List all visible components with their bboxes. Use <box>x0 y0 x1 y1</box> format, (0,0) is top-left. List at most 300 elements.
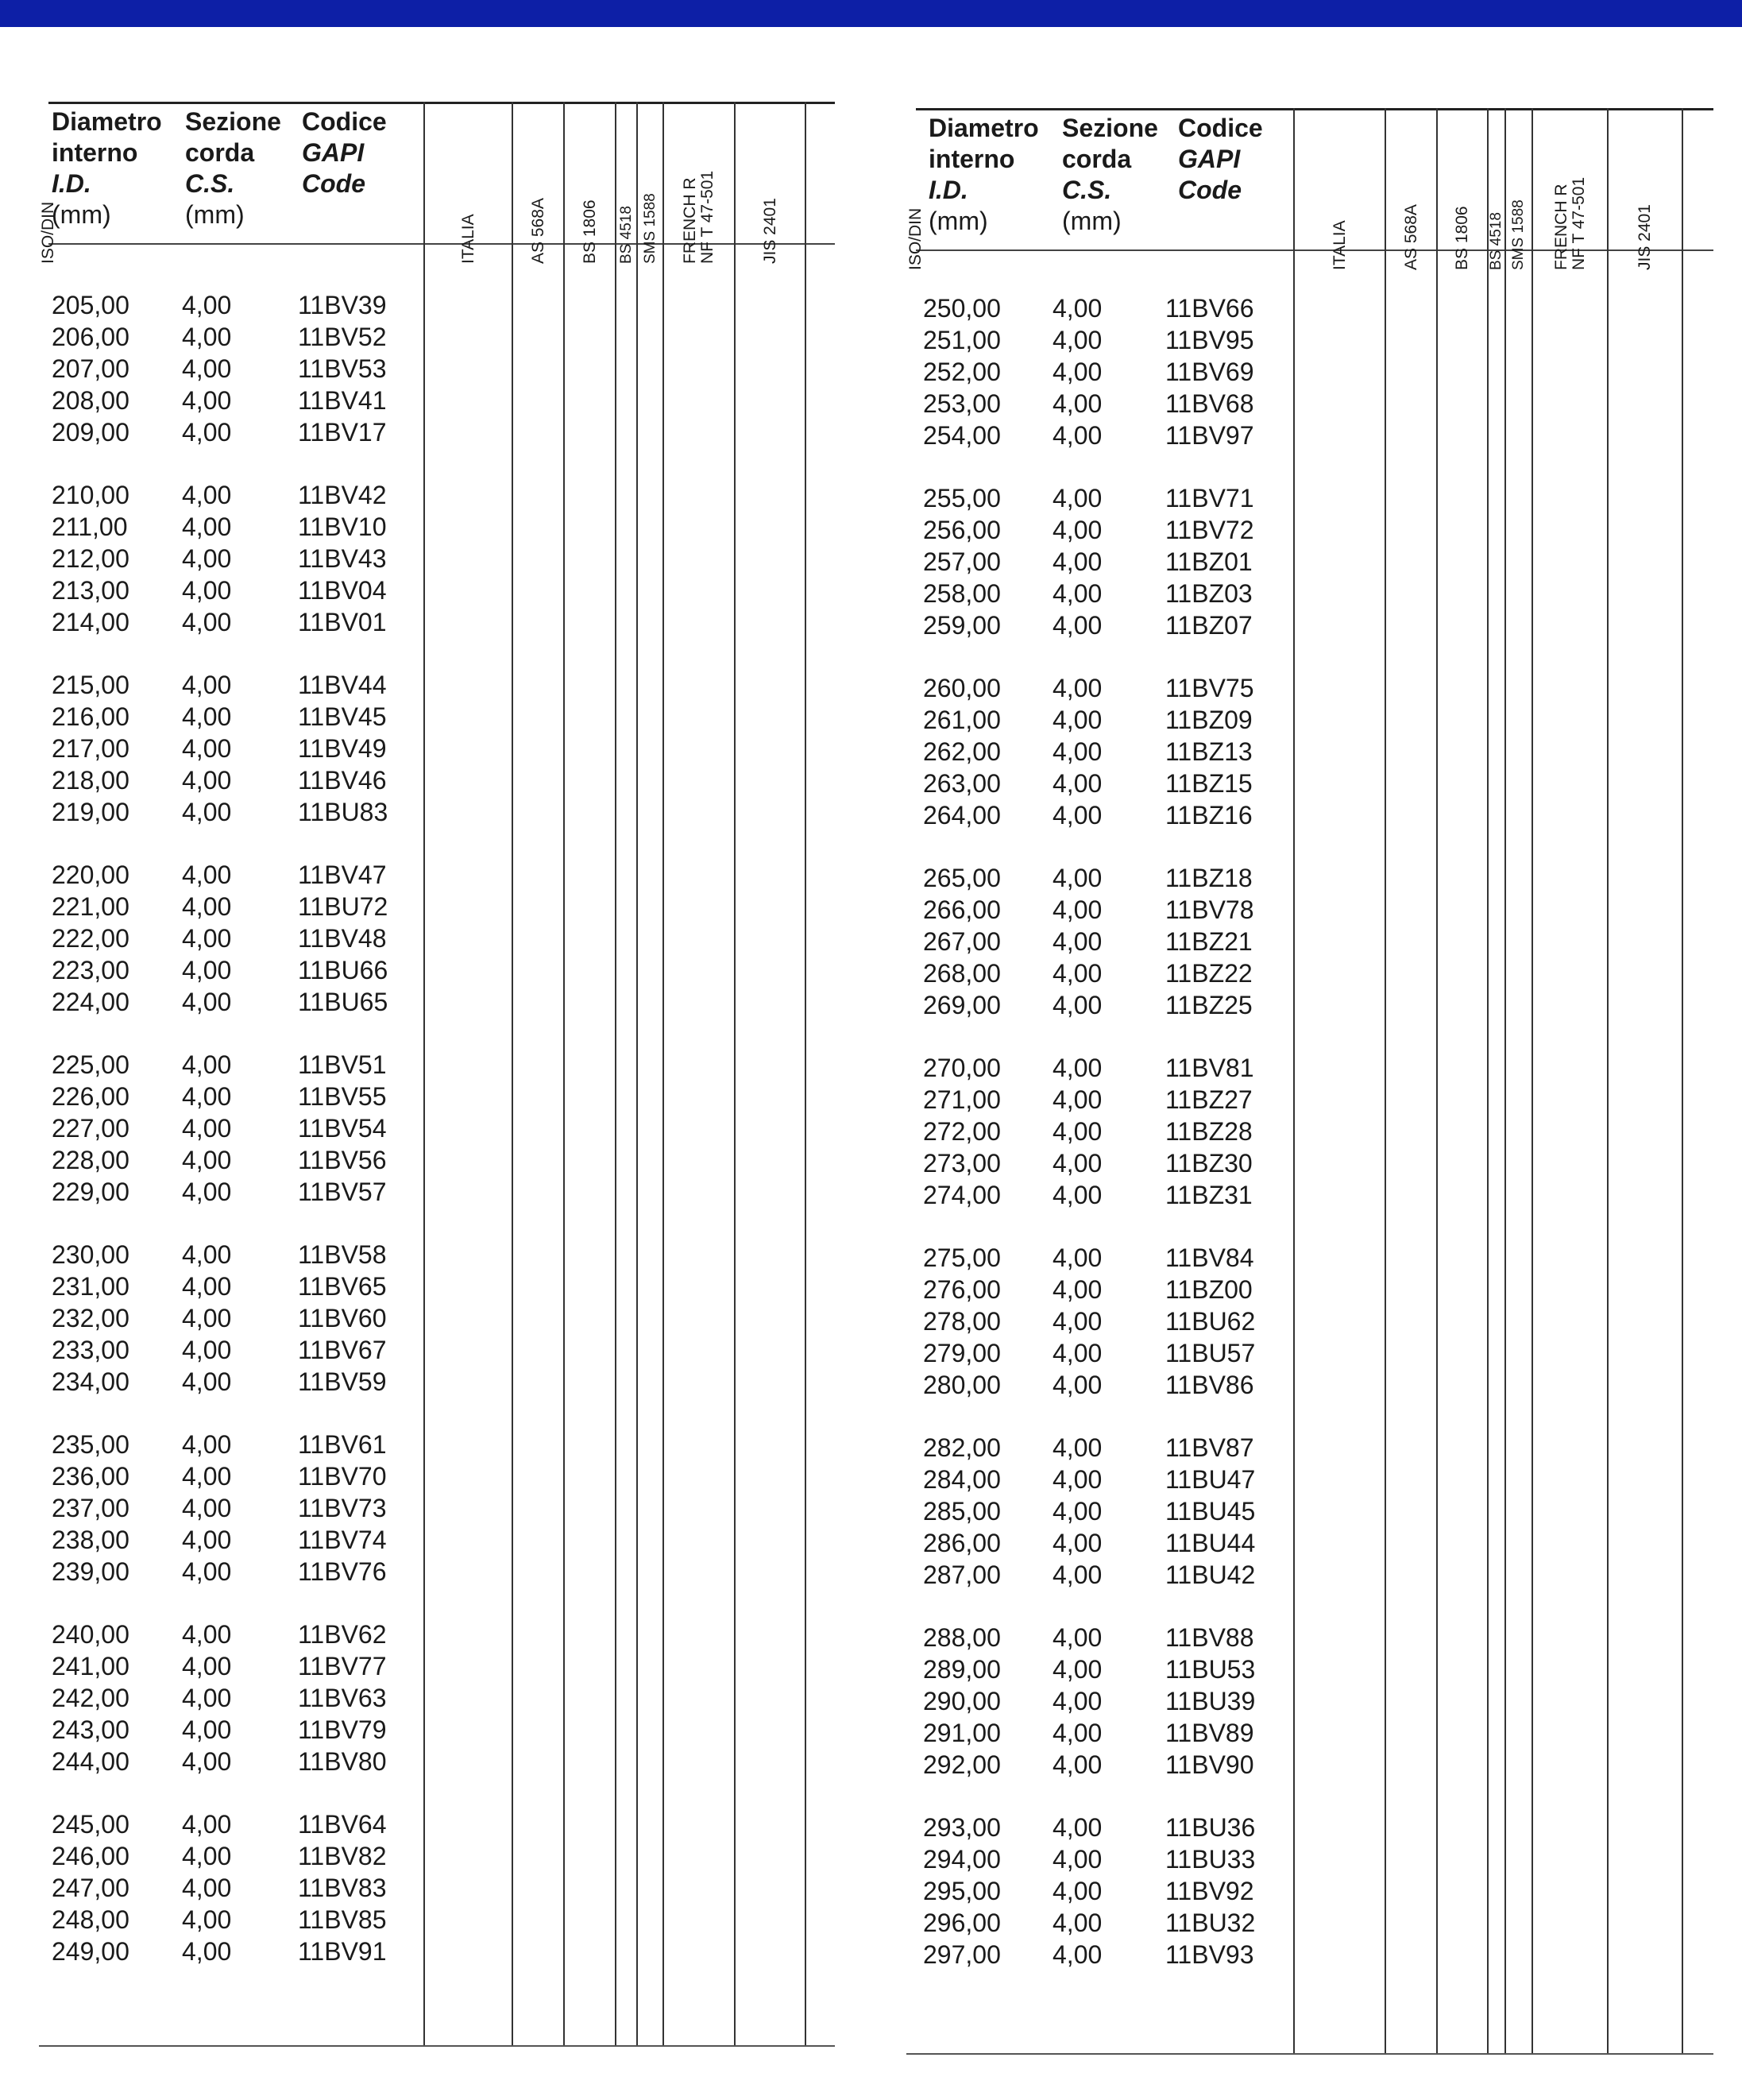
gapi-code: 11BV64 <box>298 1810 387 1839</box>
id-value: 291,00 <box>923 1719 1001 1747</box>
header-standard-text: JIS 2401 <box>760 198 779 264</box>
cs-value: 4,00 <box>1053 611 1103 640</box>
header-codice-line: Code <box>1178 176 1242 204</box>
column-rule <box>1385 108 1386 2053</box>
id-value: 266,00 <box>923 895 1001 924</box>
id-value: 247,00 <box>52 1874 129 1902</box>
id-value: 232,00 <box>52 1304 129 1332</box>
cs-value: 4,00 <box>182 1557 232 1586</box>
id-value: 210,00 <box>52 481 129 509</box>
cs-value: 4,00 <box>1053 516 1103 544</box>
gapi-code: 11BV56 <box>298 1146 387 1174</box>
gapi-code: 11BV90 <box>1165 1750 1254 1779</box>
gapi-code: 11BV45 <box>298 702 387 731</box>
id-value: 292,00 <box>923 1750 1001 1779</box>
cs-value: 4,00 <box>1053 579 1103 608</box>
column-rule <box>423 102 425 2045</box>
id-value: 236,00 <box>52 1462 129 1491</box>
cs-value: 4,00 <box>1053 959 1103 988</box>
gapi-code: 11BU65 <box>298 988 388 1016</box>
gapi-code: 11BU39 <box>1165 1687 1256 1715</box>
gapi-code: 11BV77 <box>298 1652 387 1680</box>
id-value: 218,00 <box>52 766 129 795</box>
header-standard-label <box>573 153 608 264</box>
id-value: 276,00 <box>923 1275 1001 1304</box>
gapi-code: 11BZ01 <box>1165 547 1253 576</box>
cs-value: 4,00 <box>1053 737 1103 766</box>
cs-value: 4,00 <box>1053 1940 1103 1969</box>
cs-value: 4,00 <box>1053 1877 1103 1905</box>
cs-value: 4,00 <box>182 671 232 699</box>
id-value: 274,00 <box>923 1181 1001 1209</box>
table-right <box>906 108 1713 2055</box>
cs-value: 4,00 <box>182 1715 232 1744</box>
id-value: 294,00 <box>923 1845 1001 1874</box>
gapi-code: 11BV57 <box>298 1178 387 1206</box>
id-value: 256,00 <box>923 516 1001 544</box>
header-diametro-line: interno <box>929 145 1015 173</box>
id-value: 248,00 <box>52 1905 129 1934</box>
header-standard-text: AS 568A <box>1401 204 1420 270</box>
cs-value: 4,00 <box>182 1272 232 1301</box>
id-value: 278,00 <box>923 1307 1001 1336</box>
id-value: 235,00 <box>52 1430 129 1459</box>
cs-value: 4,00 <box>182 386 232 415</box>
gapi-code: 11BV49 <box>298 734 387 763</box>
gapi-code: 11BZ22 <box>1165 959 1253 988</box>
header-codice-line: GAPI <box>1178 145 1241 173</box>
cs-value: 4,00 <box>1053 1085 1103 1114</box>
cs-value: 4,00 <box>1053 1054 1103 1082</box>
gapi-code: 11BZ00 <box>1165 1275 1253 1304</box>
id-value: 251,00 <box>923 326 1001 354</box>
id-value: 244,00 <box>52 1747 129 1776</box>
cs-value: 4,00 <box>182 608 232 636</box>
header-sezione-line: C.S. <box>1062 176 1112 204</box>
table-left <box>39 102 835 2047</box>
header-sezione-line: corda <box>1062 145 1132 173</box>
header-bottom-rule <box>48 243 835 245</box>
header-standard-text: BS 4518 <box>617 206 635 264</box>
gapi-code: 11BZ15 <box>1165 769 1253 798</box>
header-codice-line: Code <box>302 169 365 198</box>
id-value: 239,00 <box>52 1557 129 1586</box>
cs-value: 4,00 <box>1053 1465 1103 1494</box>
id-value: 223,00 <box>52 956 129 984</box>
cs-value: 4,00 <box>1053 547 1103 576</box>
gapi-code: 11BV86 <box>1165 1371 1254 1399</box>
id-value: 264,00 <box>923 801 1001 830</box>
id-value: 213,00 <box>52 576 129 605</box>
header-diametro <box>929 113 1039 237</box>
id-value: 234,00 <box>52 1367 129 1396</box>
cs-value: 4,00 <box>1053 1117 1103 1146</box>
gapi-code: 11BV78 <box>1165 895 1254 924</box>
id-value: 286,00 <box>923 1529 1001 1557</box>
gapi-code: 11BV73 <box>298 1494 387 1522</box>
gapi-code: 11BV04 <box>298 576 387 605</box>
id-value: 220,00 <box>52 860 129 889</box>
column-rule <box>1531 108 1533 2053</box>
id-value: 296,00 <box>923 1909 1001 1937</box>
cs-value: 4,00 <box>182 798 232 826</box>
id-value: 216,00 <box>52 702 129 731</box>
gapi-code: 11BV59 <box>298 1367 387 1396</box>
gapi-code: 11BU66 <box>298 956 388 984</box>
cs-value: 4,00 <box>1053 1307 1103 1336</box>
cs-value: 4,00 <box>182 1684 232 1712</box>
gapi-code: 11BV93 <box>1165 1940 1254 1969</box>
id-value: 217,00 <box>52 734 129 763</box>
header-sezione-line: Sezione <box>185 107 281 136</box>
cs-value: 4,00 <box>1053 1529 1103 1557</box>
cs-value: 4,00 <box>1053 484 1103 512</box>
header-standard-label <box>633 153 668 264</box>
header-codice <box>302 106 387 199</box>
column-rule <box>1293 108 1295 2053</box>
cs-value: 4,00 <box>1053 895 1103 924</box>
header-standard-text: NF T 47-501 <box>1569 176 1588 270</box>
gapi-code: 11BV75 <box>1165 674 1254 702</box>
gapi-code: 11BV39 <box>298 291 387 319</box>
gapi-code: 11BV87 <box>1165 1433 1254 1462</box>
id-value: 275,00 <box>923 1243 1001 1272</box>
id-value: 258,00 <box>923 579 1001 608</box>
id-value: 259,00 <box>923 611 1001 640</box>
header-standard-text: ITALIA <box>458 214 477 264</box>
column-rule <box>636 102 638 2045</box>
cs-value: 4,00 <box>182 1747 232 1776</box>
gapi-code: 11BV65 <box>298 1272 387 1301</box>
id-value: 205,00 <box>52 291 129 319</box>
cs-value: 4,00 <box>182 892 232 921</box>
id-value: 231,00 <box>52 1272 129 1301</box>
header-sezione <box>1062 113 1158 237</box>
id-value: 285,00 <box>923 1497 1001 1526</box>
header-codice <box>1178 113 1263 206</box>
cs-value: 4,00 <box>1053 1275 1103 1304</box>
column-rule <box>805 102 806 2045</box>
header-standard-label <box>1553 159 1588 270</box>
header-sezione-line: Sezione <box>1062 114 1158 142</box>
header-diametro-line: (mm) <box>929 207 988 235</box>
header-standard-label <box>1628 159 1663 270</box>
cs-value: 4,00 <box>182 988 232 1016</box>
table-bottom-rule <box>906 2053 1713 2055</box>
id-value: 241,00 <box>52 1652 129 1680</box>
id-value: 255,00 <box>923 484 1001 512</box>
cs-value: 4,00 <box>182 512 232 541</box>
cs-value: 4,00 <box>182 418 232 447</box>
gapi-code: 11BZ16 <box>1165 801 1253 830</box>
gapi-code: 11BZ21 <box>1165 927 1253 956</box>
header-diametro-line: interno <box>52 138 138 167</box>
gapi-code: 11BU53 <box>1165 1655 1256 1684</box>
id-value: 295,00 <box>923 1877 1001 1905</box>
gapi-code: 11BV46 <box>298 766 387 795</box>
header-top-rule <box>48 102 835 104</box>
id-value: 238,00 <box>52 1526 129 1554</box>
gapi-code: 11BV61 <box>298 1430 387 1459</box>
id-value: 214,00 <box>52 608 129 636</box>
header-diametro-line: (mm) <box>52 200 111 229</box>
column-rule <box>1504 108 1506 2053</box>
gapi-code: 11BV44 <box>298 671 387 699</box>
top-color-band <box>0 0 1742 27</box>
gapi-code: 11BV79 <box>298 1715 387 1744</box>
header-standard-label <box>521 153 556 264</box>
column-rule <box>512 102 513 2045</box>
cs-value: 4,00 <box>182 1842 232 1870</box>
header-standard-text: BS 1806 <box>1453 206 1471 270</box>
cs-value: 4,00 <box>1053 358 1103 386</box>
id-value: 267,00 <box>923 927 1001 956</box>
gapi-code: 11BU45 <box>1165 1497 1256 1526</box>
cs-value: 4,00 <box>182 1082 232 1111</box>
id-value: 245,00 <box>52 1810 129 1839</box>
cs-value: 4,00 <box>182 924 232 953</box>
id-value: 287,00 <box>923 1560 1001 1589</box>
cs-value: 4,00 <box>182 1905 232 1934</box>
header-sezione-line: C.S. <box>185 169 235 198</box>
cs-value: 4,00 <box>182 1810 232 1839</box>
id-value: 243,00 <box>52 1715 129 1744</box>
header-sezione-line: (mm) <box>1062 207 1122 235</box>
header-diametro-line: I.D. <box>929 176 968 204</box>
id-value: 271,00 <box>923 1085 1001 1114</box>
id-value: 270,00 <box>923 1054 1001 1082</box>
id-value: 261,00 <box>923 706 1001 734</box>
header-standard-label <box>1445 159 1480 270</box>
gapi-code: 11BV80 <box>298 1747 387 1776</box>
gapi-code: 11BZ25 <box>1165 991 1253 1019</box>
cs-value: 4,00 <box>182 354 232 383</box>
cs-value: 4,00 <box>1053 1750 1103 1779</box>
gapi-code: 11BV67 <box>298 1336 387 1364</box>
id-value: 254,00 <box>923 421 1001 450</box>
gapi-code: 11BV71 <box>1165 484 1254 512</box>
gapi-code: 11BV51 <box>298 1050 387 1079</box>
gapi-code: 11BV55 <box>298 1082 387 1111</box>
id-value: 272,00 <box>923 1117 1001 1146</box>
cs-value: 4,00 <box>182 1652 232 1680</box>
gapi-code: 11BV92 <box>1165 1877 1254 1905</box>
cs-value: 4,00 <box>1053 1623 1103 1652</box>
column-rule <box>563 102 565 2045</box>
id-value: 262,00 <box>923 737 1001 766</box>
column-rule <box>1487 108 1489 2053</box>
gapi-code: 11BZ28 <box>1165 1117 1253 1146</box>
cs-value: 4,00 <box>182 1114 232 1143</box>
gapi-code: 11BV97 <box>1165 421 1254 450</box>
cs-value: 4,00 <box>182 1494 232 1522</box>
id-value: 226,00 <box>52 1082 129 1111</box>
id-value: 263,00 <box>923 769 1001 798</box>
gapi-code: 11BV91 <box>298 1937 387 1966</box>
column-rule <box>1682 108 1683 2053</box>
gapi-code: 11BV42 <box>298 481 387 509</box>
cs-value: 4,00 <box>1053 1243 1103 1272</box>
gapi-code: 11BU72 <box>298 892 388 921</box>
header-standard-text: SMS 1588 <box>1510 199 1527 270</box>
id-value: 212,00 <box>52 544 129 573</box>
gapi-code: 11BV43 <box>298 544 387 573</box>
column-rule <box>662 102 664 2045</box>
id-value: 249,00 <box>52 1937 129 1966</box>
cs-value: 4,00 <box>182 481 232 509</box>
gapi-code: 11BV68 <box>1165 389 1254 418</box>
cs-value: 4,00 <box>182 1240 232 1269</box>
header-standard-text: ITALIA <box>1330 220 1349 270</box>
gapi-code: 11BU33 <box>1165 1845 1256 1874</box>
cs-value: 4,00 <box>1053 1181 1103 1209</box>
id-value: 260,00 <box>923 674 1001 702</box>
gapi-code: 11BV72 <box>1165 516 1254 544</box>
id-value: 297,00 <box>923 1940 1001 1969</box>
gapi-code: 11BV48 <box>298 924 387 953</box>
id-value: 284,00 <box>923 1465 1001 1494</box>
cs-value: 4,00 <box>1053 1149 1103 1178</box>
cs-value: 4,00 <box>182 860 232 889</box>
cs-value: 4,00 <box>1053 1813 1103 1842</box>
cs-value: 4,00 <box>1053 991 1103 1019</box>
cs-value: 4,00 <box>182 1304 232 1332</box>
id-value: 293,00 <box>923 1813 1001 1842</box>
gapi-code: 11BV74 <box>298 1526 387 1554</box>
header-standard-label <box>898 159 933 270</box>
id-value: 229,00 <box>52 1178 129 1206</box>
gapi-code: 11BV81 <box>1165 1054 1254 1082</box>
id-value: 279,00 <box>923 1339 1001 1367</box>
cs-value: 4,00 <box>1053 674 1103 702</box>
id-value: 227,00 <box>52 1114 129 1143</box>
header-standard-text: BS 4518 <box>1488 212 1504 270</box>
gapi-code: 11BU32 <box>1165 1909 1256 1937</box>
gapi-code: 11BZ07 <box>1165 611 1253 640</box>
id-value: 257,00 <box>923 547 1001 576</box>
header-standard-label <box>753 153 788 264</box>
header-standard-text: AS 568A <box>528 198 547 264</box>
header-standard-label <box>1394 159 1429 270</box>
id-value: 246,00 <box>52 1842 129 1870</box>
id-value: 269,00 <box>923 991 1001 1019</box>
id-value: 206,00 <box>52 323 129 351</box>
gapi-code: 11BV47 <box>298 860 387 889</box>
cs-value: 4,00 <box>1053 326 1103 354</box>
cs-value: 4,00 <box>1053 1687 1103 1715</box>
gapi-code: 11BV41 <box>298 386 387 415</box>
header-standard-text: NF T 47-501 <box>698 170 716 264</box>
gapi-code: 11BV82 <box>298 1842 387 1870</box>
column-rule <box>734 102 736 2045</box>
gapi-code: 11BV54 <box>298 1114 387 1143</box>
cs-value: 4,00 <box>1053 1655 1103 1684</box>
gapi-code: 11BV10 <box>298 512 387 541</box>
id-value: 230,00 <box>52 1240 129 1269</box>
cs-value: 4,00 <box>182 544 232 573</box>
id-value: 209,00 <box>52 418 129 447</box>
cs-value: 4,00 <box>182 1620 232 1649</box>
gapi-code: 11BV58 <box>298 1240 387 1269</box>
gapi-code: 11BV84 <box>1165 1243 1254 1272</box>
cs-value: 4,00 <box>1053 801 1103 830</box>
header-standard-text: SMS 1588 <box>641 193 659 264</box>
cs-value: 4,00 <box>182 1937 232 1966</box>
id-value: 211,00 <box>52 512 128 541</box>
gapi-code: 11BV60 <box>298 1304 387 1332</box>
gapi-code: 11BV85 <box>298 1905 387 1934</box>
gapi-code: 11BV95 <box>1165 326 1254 354</box>
gapi-code: 11BV83 <box>298 1874 387 1902</box>
gapi-code: 11BU42 <box>1165 1560 1256 1589</box>
header-standard-text: ISO/DIN <box>39 201 57 264</box>
cs-value: 4,00 <box>182 1874 232 1902</box>
gapi-code: 11BV88 <box>1165 1623 1254 1652</box>
cs-value: 4,00 <box>1053 421 1103 450</box>
gapi-code: 11BV01 <box>298 608 387 636</box>
id-value: 208,00 <box>52 386 129 415</box>
id-value: 280,00 <box>923 1371 1001 1399</box>
cs-value: 4,00 <box>182 1430 232 1459</box>
id-value: 240,00 <box>52 1620 129 1649</box>
header-standard-text: ISO/DIN <box>906 207 925 270</box>
header-standard-label <box>451 153 486 264</box>
gapi-code: 11BU83 <box>298 798 388 826</box>
cs-value: 4,00 <box>1053 389 1103 418</box>
header-codice-line: GAPI <box>302 138 365 167</box>
cs-value: 4,00 <box>182 1367 232 1396</box>
id-value: 207,00 <box>52 354 129 383</box>
cs-value: 4,00 <box>1053 1339 1103 1367</box>
header-sezione-line: corda <box>185 138 255 167</box>
cs-value: 4,00 <box>1053 1845 1103 1874</box>
cs-value: 4,00 <box>1053 769 1103 798</box>
column-rule <box>1436 108 1438 2053</box>
gapi-code: 11BU47 <box>1165 1465 1256 1494</box>
cs-value: 4,00 <box>1053 706 1103 734</box>
cs-value: 4,00 <box>1053 1433 1103 1462</box>
gapi-code: 11BZ18 <box>1165 864 1253 892</box>
id-value: 289,00 <box>923 1655 1001 1684</box>
cs-value: 4,00 <box>1053 864 1103 892</box>
cs-value: 4,00 <box>1053 1719 1103 1747</box>
id-value: 233,00 <box>52 1336 129 1364</box>
id-value: 228,00 <box>52 1146 129 1174</box>
cs-value: 4,00 <box>182 1462 232 1491</box>
id-value: 242,00 <box>52 1684 129 1712</box>
gapi-code: 11BV53 <box>298 354 387 383</box>
gapi-code: 11BV66 <box>1165 294 1254 323</box>
gapi-code: 11BV76 <box>298 1557 387 1586</box>
id-value: 290,00 <box>923 1687 1001 1715</box>
header-standard-text: BS 1806 <box>580 199 599 264</box>
cs-value: 4,00 <box>182 766 232 795</box>
header-diametro <box>52 106 162 230</box>
header-standard-text: JIS 2401 <box>1636 204 1654 270</box>
header-standard-label <box>1501 159 1536 270</box>
cs-value: 4,00 <box>182 291 232 319</box>
cs-value: 4,00 <box>1053 294 1103 323</box>
id-value: 268,00 <box>923 959 1001 988</box>
cs-value: 4,00 <box>182 1050 232 1079</box>
id-value: 282,00 <box>923 1433 1001 1462</box>
id-value: 250,00 <box>923 294 1001 323</box>
header-diametro-line: Diametro <box>52 107 162 136</box>
gapi-code: 11BZ13 <box>1165 737 1253 766</box>
header-standard-text: FRENCH R <box>681 177 699 264</box>
table-bottom-rule <box>39 2045 835 2047</box>
cs-value: 4,00 <box>182 1146 232 1174</box>
